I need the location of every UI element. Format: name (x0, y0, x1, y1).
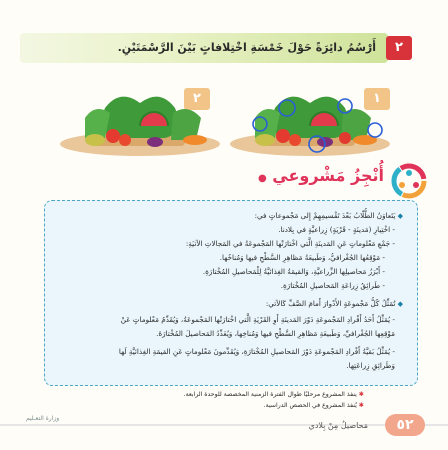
project-line: ◆ تُمَثِّلُ كُلُّ مَجْموعَةٍ الأَدْوارَ أَمامَ الصَّفِّ كَالآتي: (265, 299, 403, 308)
project-line: - جَمْعِ مَعْلوماتٍ عَنِ المَدينَةِ الَّتي اخْتارَتْها المَجْموعَةُ في المَجالاتِ الآتيَةِ: (185, 239, 395, 248)
title-dot-icon: ● (257, 173, 267, 184)
project-line: - اخْتِيارِ (مَدينَةٍ - قَرْيَةٍ) زِراعيَّةٍ في بِلادنا. (278, 225, 395, 234)
note-star-icon: ✱ (356, 391, 364, 398)
vegetables-image-2 (55, 88, 225, 160)
activity-number: ٢ (386, 36, 412, 60)
project-line: ◆ يَتَعاوَنُ الطُّلّابُ بَعْدَ تَقْسيمِهِمْ إِلى مَجْموعاتٍ في: (254, 211, 403, 220)
project-title (258, 166, 384, 185)
page-number: ٥٢ (385, 414, 425, 436)
project-line: - يُمَثِّلُ أَحَدُ أَفْرادِ المَجْموعَةِ دَوْرَ المَدينَةِ أَوِ القَرْيَةِ الَّتي اخْتارَتْها المَجْموعَةُ، وَيُقَدِّمُ مَعْلوماتٍ عَنْ (120, 315, 395, 324)
image-label-2: ٢ (184, 88, 210, 110)
image-label-1: ١ (364, 88, 390, 110)
project-line: - أَبْرَزُ مَحاصيلِها الزِّراعيَّةِ، وَالقيمَةُ الغِذائيَّةُ لِلْمَحاصيلِ المُخْتارَةِ. (202, 267, 385, 276)
project-title-text: أُنْجِزُ مَشْروعي (272, 166, 384, 185)
ministry-logo-text: وزارة التعـليم (26, 415, 60, 422)
vegetables-image-1 (225, 88, 395, 160)
note-star-icon: ✱ (356, 402, 364, 409)
lesson-title: مَحاصيلُ مِنْ بِلادي (308, 421, 368, 430)
project-line: - مَوْقِعُها الجُغْرافيُّ، وَطَبيعَةُ مَظاهِرِ السَّطْحِ فيها وَمُناخُها. (219, 253, 385, 262)
note-line: ✱ ينفذ المشروع مرحليًا طوال الفترة الزمنية المخصصة للوحدة الرابعة. (183, 391, 364, 398)
project-instructions-box (44, 200, 418, 386)
project-logo-icon (391, 163, 427, 199)
project-line: وَطَرائِقِ زِراعَتِها. (346, 361, 395, 370)
bullet-icon: ◆ (395, 300, 403, 308)
project-line: مَوْقِعِها الجُغْرافيِّ، وَطَبيعَةِ مَظاهِرِ السَّطْحِ فيها وَمُناخِها، وَيُعَدِّدُ المَحاصيلَ المُخْتارَةَ. (156, 329, 395, 338)
note-line: ✱ يُنفذ المشروع في الحصص الدراسية. (263, 402, 364, 409)
activity-instruction: أَرْسُمُ دائِرَةً حَوْلَ خَمْسَةِ اخْتِلافاتٍ بَيْنَ الرَّسْمَتَيْنِ. (117, 41, 376, 54)
project-line: - يُمَثِّلُ بَقيَّةُ أَفْرادِ المَجْموعَةِ دَوْرَ المَحاصيلِ المُخْتارَةِ، وَيُقَدِّمونَ مَعْلوماتٍ عَنِ القيمَةِ الغِذائيَّةِ لَها (118, 347, 395, 356)
project-line: - طَرائِقُ زِراعَةِ المَحاصيلِ المُخْتارَةِ. (280, 281, 385, 290)
footer-divider (0, 424, 448, 426)
bullet-icon: ◆ (395, 212, 403, 220)
